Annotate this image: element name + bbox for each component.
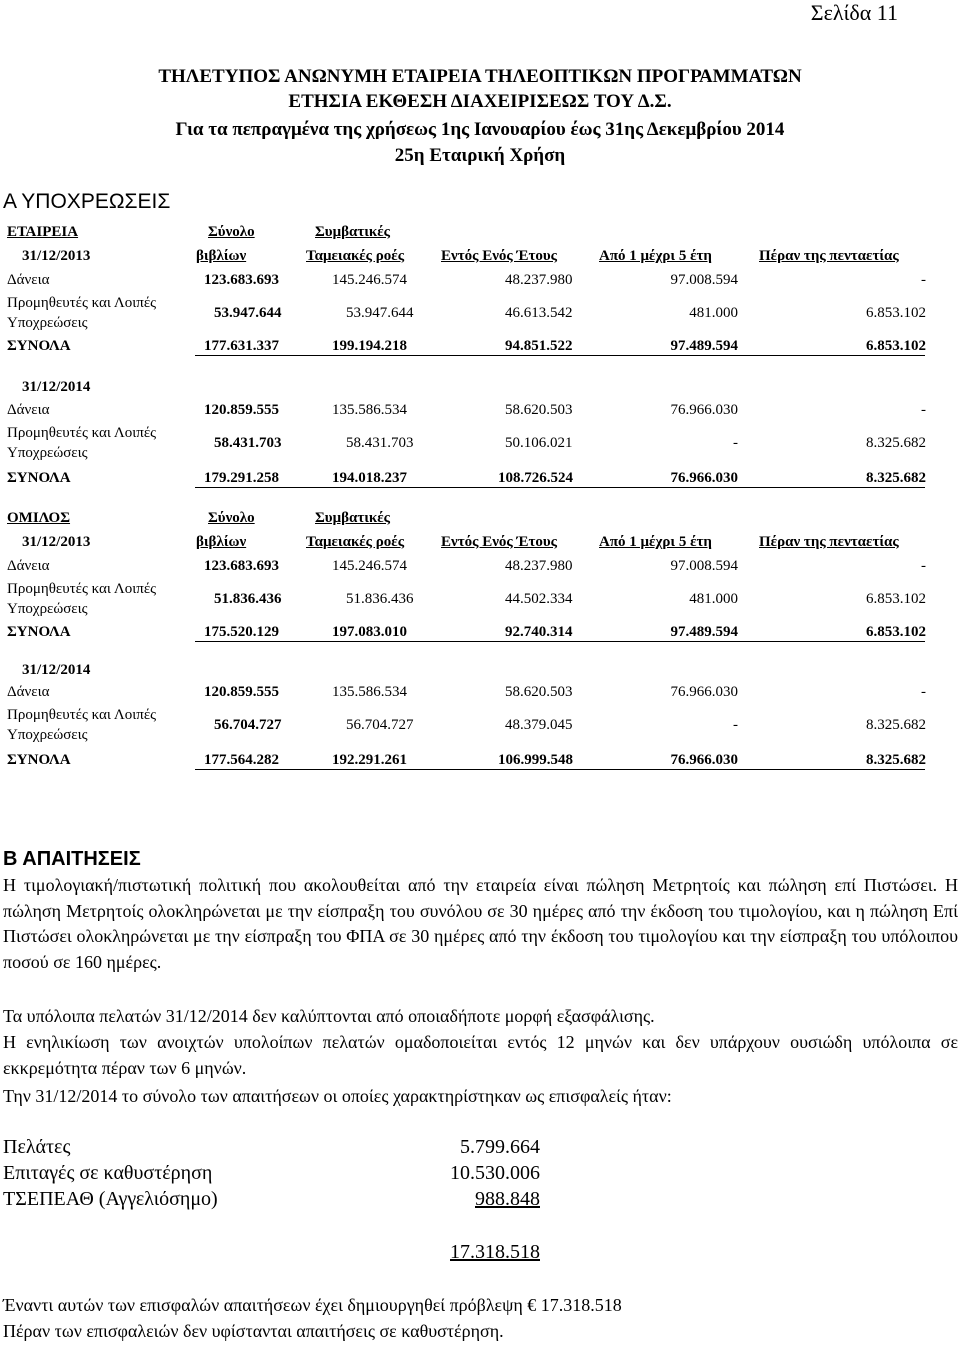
one-to-five-value: 481.000 [689, 591, 738, 607]
col-book-top: Σύνολο [208, 224, 255, 240]
doubtful-item-label: ΤΣΕΠΕΑΘ (Αγγελιόσημο) [3, 1188, 218, 1210]
provision-note: Έναντι αυτών των επισφαλών απαιτήσεων έχει δημιουργηθεί πρόβλεψη € 17.318.518 [3, 1295, 622, 1315]
table-header-row-bottom [0, 532, 960, 552]
book-value: 177.631.337 [204, 338, 279, 354]
book-value: 58.431.703 [214, 435, 282, 451]
table-row [0, 682, 960, 702]
one-to-five-value: 97.008.594 [670, 272, 738, 288]
contract-value: 56.704.727 [346, 717, 414, 733]
row-label: Δάνεια [7, 684, 50, 700]
col-beyond-five: Πέραν της πενταετίας [759, 534, 899, 550]
col-within-year: Εντός Ενός Έτους [441, 248, 557, 264]
book-value: 120.859.555 [204, 402, 279, 418]
row-label: Δάνεια [7, 402, 50, 418]
table-header-row-bottom [0, 246, 960, 266]
contract-value: 145.246.574 [332, 272, 407, 288]
total-divider [195, 487, 925, 488]
book-value: 51.836.436 [214, 591, 282, 607]
table-total-row [0, 336, 960, 356]
period-row [0, 377, 960, 397]
receivables-policy-paragraph: Η τιμολογιακή/πιστωτική πολιτική που ακολουθείται από την εταιρεία είναι πώληση Μετρητοίς και πώληση επί Πιστώσει. Η πώληση Μετρητοίς ολοκληρώνεται με την είσπραξη του συνόλου σε 30 ημέρες από την έκδοση του τιμολογίου, και η πώληση Επί Πιστώσει ολοκληρώνεται με την είσπραξη του ΦΠΑ σε 30 ημέρες από την έκδοση του τιμολογίου και την είσπραξη του υπόλοιπου ποσού σε 160 ημέρες. [3, 875, 958, 972]
within-year-value: 48.237.980 [505, 558, 573, 574]
col-book-bottom: βιβλίων [196, 534, 247, 550]
within-year-value: 58.620.503 [505, 402, 573, 418]
doubtful-item-value: 988.848 [475, 1188, 540, 1210]
receivables-aging-paragraph: Η ενηλικίωση των ανοιχτών υπολοίπων πελατών ομαδοποιείται εντός 12 μηνών και δεν υπάρχουν ουσιώδη υπόλοιπα σε εκκρεμότητα πέραν των 6 μηνών. [3, 1032, 958, 1078]
receivables-security-paragraph: Τα υπόλοιπα πελατών 31/12/2014 δεν καλύπτονται από οποιαδήποτε μορφή εξασφάλισης. [3, 1006, 655, 1026]
beyond-five-value: - [921, 684, 926, 700]
section-a-title: Α ΥΠΟΧΡΕΩΣΕΙΣ [3, 190, 171, 213]
one-to-five-value: 76.966.030 [670, 752, 738, 768]
contract-value: 135.586.534 [332, 684, 407, 700]
contract-value: 197.083.010 [332, 624, 407, 640]
table-total-row [0, 468, 960, 488]
table-row [0, 556, 960, 576]
table-row [0, 423, 960, 463]
row-label: ΣΥΝΟΛΑ [7, 470, 71, 486]
doubtful-total-value: 17.318.518 [450, 1241, 540, 1263]
col-beyond-five: Πέραν της πενταετίας [759, 248, 899, 264]
beyond-five-value: 8.325.682 [866, 752, 926, 768]
within-year-value: 46.613.542 [505, 305, 573, 321]
row-label: Δάνεια [7, 558, 50, 574]
within-year-value: 92.740.314 [505, 624, 573, 640]
contract-value: 199.194.218 [332, 338, 407, 354]
row-label: ΣΥΝΟΛΑ [7, 338, 71, 354]
group-title: ΟΜΙΛΟΣ [7, 510, 71, 526]
contract-value: 53.947.644 [346, 305, 414, 321]
one-to-five-value: 97.008.594 [670, 558, 738, 574]
doubtful-item-value: 5.799.664 [460, 1136, 540, 1158]
within-year-value: 48.379.045 [505, 717, 573, 733]
contract-value: 145.246.574 [332, 558, 407, 574]
table-row [0, 579, 960, 619]
contract-value: 135.586.534 [332, 402, 407, 418]
within-year-value: 48.237.980 [505, 272, 573, 288]
row-label: ΣΥΝΟΛΑ [7, 624, 71, 640]
one-to-five-value: 481.000 [689, 305, 738, 321]
doubtful-receivables-intro: Την 31/12/2014 το σύνολο των απαιτήσεων οι οποίες χαρακτηρίστηκαν ως επισφαλείς ήταν: [3, 1086, 672, 1106]
period-date: 31/12/2014 [22, 662, 91, 678]
within-year-value: 108.726.524 [498, 470, 573, 486]
table-row [0, 705, 960, 745]
total-divider [195, 641, 925, 642]
table-total-row [0, 622, 960, 642]
beyond-five-value: 8.325.682 [866, 470, 926, 486]
col-book-bottom: βιβλίων [196, 248, 247, 264]
report-company-title: ΤΗΛΕΤΥΠΟΣ ΑΝΩΝΥΜΗ ΕΤΑΙΡΕΙΑ ΤΗΛΕΟΠΤΙΚΩΝ ΠΡΟΓΡΑΜΜΑΤΩΝ [158, 66, 802, 87]
row-label: ΣΥΝΟΛΑ [7, 752, 71, 768]
book-value: 179.291.258 [204, 470, 279, 486]
col-contract-top: Συμβατικές [315, 224, 390, 240]
one-to-five-value: 97.489.594 [670, 624, 738, 640]
within-year-value: 106.999.548 [498, 752, 573, 768]
beyond-five-value: - [921, 402, 926, 418]
contract-value: 192.291.261 [332, 752, 407, 768]
table-row [0, 293, 960, 333]
one-to-five-value: 97.489.594 [670, 338, 738, 354]
one-to-five-value: 76.966.030 [670, 470, 738, 486]
beyond-five-value: - [921, 272, 926, 288]
beyond-five-value: 8.325.682 [866, 435, 926, 451]
period-row [0, 660, 960, 680]
row-label: Δάνεια [7, 272, 50, 288]
beyond-five-value: 6.853.102 [866, 624, 926, 640]
period-date: 31/12/2014 [22, 379, 91, 395]
within-year-value: 50.106.021 [505, 435, 573, 451]
within-year-value: 94.851.522 [505, 338, 573, 354]
within-year-value: 44.502.334 [505, 591, 573, 607]
row-label: Προμηθευτές και Λοιπές Υποχρεώσεις [7, 295, 157, 331]
doubtful-item-value: 10.530.006 [450, 1162, 540, 1184]
total-divider [195, 355, 925, 356]
col-within-year: Εντός Ενός Έτους [441, 534, 557, 550]
book-value: 177.564.282 [204, 752, 279, 768]
beyond-five-value: 8.325.682 [866, 717, 926, 733]
report-title: ΕΤΗΣΙΑ ΕΚΘΕΣΗ ΔΙΑΧΕΙΡΙΣΕΩΣ ΤΟΥ Δ.Σ. [288, 91, 672, 112]
total-divider [195, 769, 925, 770]
table-header-row-top [0, 222, 960, 242]
contract-value: 194.018.237 [332, 470, 407, 486]
beyond-five-value: 6.853.102 [866, 338, 926, 354]
table-row [0, 270, 960, 290]
table-header-row-top [0, 508, 960, 528]
period-date: 31/12/2013 [22, 248, 91, 264]
table-row [0, 400, 960, 420]
col-contract-bottom: Ταμειακές ροές [306, 534, 405, 550]
overdue-note: Πέραν των επισφαλειών δεν υφίστανται απαιτήσεις σε καθυστέρηση. [3, 1321, 504, 1341]
report-fiscal-year: 25η Εταιρική Χρήση [394, 145, 566, 166]
contract-value: 51.836.436 [346, 591, 414, 607]
col-one-to-five: Από 1 μέχρι 5 έτη [599, 248, 712, 264]
beyond-five-value: - [921, 558, 926, 574]
period-date: 31/12/2013 [22, 534, 91, 550]
book-value: 123.683.693 [204, 272, 279, 288]
one-to-five-value: - [733, 435, 738, 451]
book-value: 53.947.644 [214, 305, 282, 321]
table-total-row [0, 750, 960, 770]
doubtful-item-label: Πελάτες [3, 1136, 71, 1158]
row-label: Προμηθευτές και Λοιπές Υποχρεώσεις [7, 707, 157, 743]
section-b-title: Β ΑΠΑΙΤΗΣΕΙΣ [3, 848, 141, 870]
contract-value: 58.431.703 [346, 435, 414, 451]
doubtful-item-label: Επιταγές σε καθυστέρηση [3, 1162, 213, 1184]
col-book-top: Σύνολο [208, 510, 255, 526]
col-contract-top: Συμβατικές [315, 510, 390, 526]
company-title: ΕΤΑΙΡΕΙΑ [7, 224, 79, 240]
report-period: Για τα πεπραγμένα της χρήσεως 1ης Ιανουαρίου έως 31ης Δεκεμβρίου 2014 [175, 119, 785, 140]
book-value: 123.683.693 [204, 558, 279, 574]
col-one-to-five: Από 1 μέχρι 5 έτη [599, 534, 712, 550]
beyond-five-value: 6.853.102 [866, 591, 926, 607]
book-value: 175.520.129 [204, 624, 279, 640]
row-label: Προμηθευτές και Λοιπές Υποχρεώσεις [7, 425, 157, 461]
row-label: Προμηθευτές και Λοιπές Υποχρεώσεις [7, 581, 157, 617]
book-value: 56.704.727 [214, 717, 282, 733]
col-contract-bottom: Ταμειακές ροές [306, 248, 405, 264]
one-to-five-value: 76.966.030 [670, 402, 738, 418]
book-value: 120.859.555 [204, 684, 279, 700]
beyond-five-value: 6.853.102 [866, 305, 926, 321]
one-to-five-value: 76.966.030 [670, 684, 738, 700]
one-to-five-value: - [733, 717, 738, 733]
within-year-value: 58.620.503 [505, 684, 573, 700]
page-number: Σελίδα 11 [810, 0, 898, 25]
